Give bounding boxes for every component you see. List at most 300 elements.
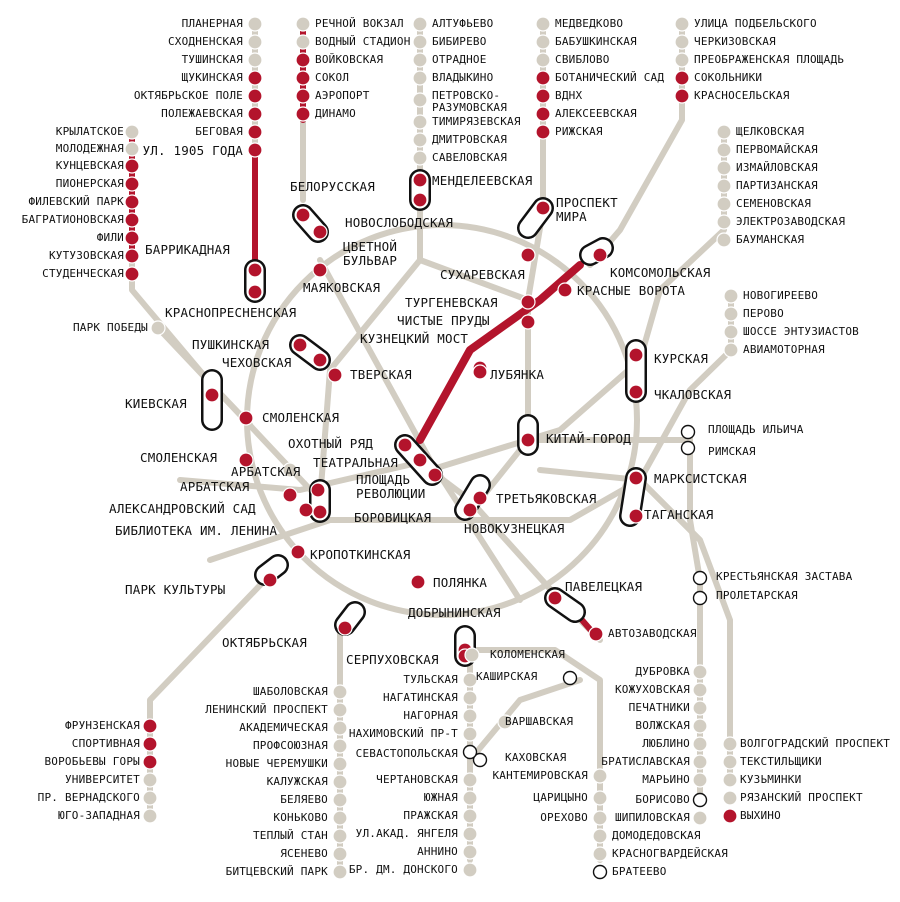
station-label-kashirskaya[interactable]: КАШИРСКАЯ — [476, 670, 538, 683]
station-label-izmaylovskaya[interactable]: ИЗМАЙЛОВСКАЯ — [736, 161, 818, 174]
station-label-volzhskaya[interactable]: ВОЛЖСКАЯ — [635, 719, 690, 732]
station-dot-avtozavodskaya[interactable] — [589, 627, 603, 641]
station-dot-novoslobodskaya[interactable] — [413, 193, 427, 207]
station-label-novoslobodskaya[interactable]: НОВОСЛОБОДСКАЯ — [345, 215, 454, 230]
station-dot-krasnye-vorota[interactable] — [558, 283, 572, 297]
station-label-novogireevo[interactable]: НОВОГИРЕЕВО — [743, 289, 819, 302]
station-label-cherkizovskaya[interactable]: ЧЕРКИЗОВСКАЯ — [694, 35, 776, 48]
station-dot-bratislavskaya[interactable] — [693, 755, 707, 769]
station-label-kropotkinskaya[interactable]: КРОПОТКИНСКАЯ — [310, 547, 411, 562]
station-dot-vladykino[interactable] — [413, 71, 427, 85]
station-dot-akademicheskaya[interactable] — [333, 721, 347, 735]
station-dot-babushkinskaya[interactable] — [536, 35, 550, 49]
station-dot-medvedkovo[interactable] — [536, 17, 550, 31]
station-dot-sportivnaya[interactable] — [143, 737, 157, 751]
station-dot-timiryazevskaya[interactable] — [413, 115, 427, 129]
station-dot-sokol[interactable] — [296, 71, 310, 85]
station-dot-otradnoe[interactable] — [413, 53, 427, 67]
station-dot-krasnoselskaya[interactable] — [675, 89, 689, 103]
station-label-konkovo[interactable]: КОНЬКОВО — [273, 811, 328, 824]
station-label-tsaritsyno[interactable]: ЦАРИЦЫНО — [533, 791, 588, 804]
station-label-smolenskaya-grey[interactable]: СМОЛЕНСКАЯ — [140, 450, 218, 465]
station-label-polyanka[interactable]: ПОЛЯНКА — [433, 575, 488, 590]
station-label-chistye-prudy[interactable]: ЧИСТЫЕ ПРУДЫ — [397, 313, 490, 328]
station-dot-sviblovo[interactable] — [536, 53, 550, 67]
station-dot-kuntsevskaya[interactable] — [125, 159, 139, 173]
station-label-ul-akad-yangelya[interactable]: УЛ.АКАД. ЯНГЕЛЯ — [355, 827, 458, 840]
station-label-borisovo[interactable]: БОРИСОВО — [635, 793, 690, 806]
station-label-domodedovskaya[interactable]: ДОМОДЕДОВСКАЯ — [612, 829, 701, 842]
station-dot-kropotkinskaya[interactable] — [291, 545, 305, 559]
station-label-shipilovskaya[interactable]: ШИПИЛОВСКАЯ — [614, 811, 690, 824]
station-dot-tulskaya[interactable] — [463, 673, 477, 687]
station-label-pechatniki[interactable]: ПЕЧАТНИКИ — [628, 701, 690, 714]
station-dot-rechnoy-vokzal[interactable] — [296, 17, 310, 31]
station-label-filevsky-park[interactable]: ФИЛЕВСКИЙ ПАРК — [28, 195, 124, 208]
station-label-marksistskaya[interactable]: МАРКСИСТСКАЯ — [654, 471, 747, 486]
station-dot-bibirevo[interactable] — [413, 35, 427, 49]
station-label-botanichesky-sad[interactable]: БОТАНИЧЕСКИЙ САД — [555, 71, 665, 84]
station-label-sokolniki[interactable]: СОКОЛЬНИКИ — [694, 71, 763, 84]
station-dot-nagornaya[interactable] — [463, 709, 477, 723]
station-label-barrikadnaya[interactable]: БАРРИКАДНАЯ — [145, 242, 230, 257]
station-label-kaluzhskaya[interactable]: КАЛУЖСКАЯ — [266, 775, 328, 788]
station-dot-kuzminki[interactable] — [723, 773, 737, 787]
station-dot-prazhskaya[interactable] — [463, 809, 477, 823]
station-label-park-kultury[interactable]: ПАРК КУЛЬТУРЫ — [125, 582, 226, 597]
station-dot-polyanka[interactable] — [411, 575, 425, 589]
station-label-yugo-zapadnaya[interactable]: ЮГО-ЗАПАДНАЯ — [58, 809, 140, 822]
station-label-volgogradsky[interactable]: ВОЛГОГРАДСКИЙ ПРОСПЕКТ — [740, 737, 891, 750]
station-label-komsomolskaya[interactable]: КОМСОМОЛЬСКАЯ — [610, 265, 711, 280]
station-dot-kolomenskaya[interactable] — [465, 648, 479, 662]
station-dot-dmitrovskaya[interactable] — [413, 133, 427, 147]
station-label-savelovskaya[interactable]: САВЕЛОВСКАЯ — [432, 151, 508, 164]
station-label-teply-stan[interactable]: ТЕПЛЫЙ СТАН — [252, 829, 328, 842]
station-label-shchelkovskaya[interactable]: ЩЕЛКОВСКАЯ — [736, 125, 805, 138]
station-dot-universitet[interactable] — [143, 773, 157, 787]
station-dot-yasenevo[interactable] — [333, 847, 347, 861]
station-label-profsoyuznaya[interactable]: ПРОФСОЮЗНАЯ — [252, 739, 328, 752]
station-dot-krasnogvardeyskaya[interactable] — [593, 847, 607, 861]
station-label-arbatskaya-red[interactable]: АРБАТСКАЯ — [180, 479, 250, 494]
station-label-rizhskaya[interactable]: РИЖСКАЯ — [555, 125, 603, 138]
station-label-universitet[interactable]: УНИВЕРСИТЕТ — [64, 773, 140, 786]
station-dot-bitsevsky-park[interactable] — [333, 865, 347, 879]
station-label-babushkinskaya[interactable]: БАБУШКИНСКАЯ — [555, 35, 637, 48]
station-label-borovitskaya[interactable]: БОРОВИЦКАЯ — [354, 510, 432, 525]
station-label-otradnoe[interactable]: ОТРАДНОЕ — [432, 53, 487, 66]
station-dot-ul-1905[interactable] — [248, 143, 262, 157]
station-dot-biblioteka-lenina[interactable] — [299, 503, 313, 517]
station-dot-kantemirovskaya[interactable] — [593, 769, 607, 783]
station-dot-chistye-prudy[interactable] — [521, 315, 535, 329]
station-label-pushkinskaya[interactable]: ПУШКИНСКАЯ — [192, 337, 270, 352]
station-dot-kutuzovskaya[interactable] — [125, 249, 139, 263]
station-dot-frunzenskaya[interactable] — [143, 719, 157, 733]
station-label-kurskaya[interactable]: КУРСКАЯ — [654, 351, 709, 366]
station-label-biblioteka-lenina[interactable]: БИБЛИОТЕКА ИМ. ЛЕНИНА — [115, 523, 278, 538]
station-label-dobryninskaya[interactable]: ДОБРЫНИНСКАЯ — [408, 605, 501, 620]
station-dot-shipilovskaya[interactable] — [693, 811, 707, 825]
station-label-kutuzovskaya[interactable]: КУТУЗОВСКАЯ — [48, 249, 124, 262]
station-dot-ploshchad-ilyicha[interactable] — [682, 426, 695, 439]
station-dot-krylatskoe[interactable] — [125, 125, 139, 139]
station-dot-vykhino[interactable] — [723, 809, 737, 823]
station-label-tushinskaya[interactable]: ТУШИНСКАЯ — [181, 53, 243, 66]
station-dot-belyaevo[interactable] — [333, 793, 347, 807]
station-dot-elektrozavodskaya[interactable] — [717, 215, 731, 229]
station-label-baumanskaya[interactable]: БАУМАНСКАЯ — [736, 233, 805, 246]
station-dot-park-kultury[interactable] — [263, 573, 277, 587]
station-dot-fili[interactable] — [125, 231, 139, 245]
station-dot-preobrazhenskaya[interactable] — [675, 53, 689, 67]
station-label-br-dm-donskogo[interactable]: БР. ДМ. ДОНСКОГО — [348, 863, 458, 876]
station-dot-shchukinskaya[interactable] — [248, 71, 262, 85]
station-label-sevastopolskaya[interactable]: СЕВАСТОПОЛЬСКАЯ — [355, 747, 458, 760]
station-label-kolomenskaya[interactable]: КОЛОМЕНСКАЯ — [490, 648, 566, 661]
station-dot-bratеevo[interactable] — [594, 866, 607, 879]
station-dot-ul-podbelskogo[interactable] — [675, 17, 689, 31]
station-dot-turgenevskaya[interactable] — [521, 295, 535, 309]
station-label-skhodnenskaya[interactable]: СХОДНЕНСКАЯ — [167, 35, 243, 48]
station-dot-tverskaya[interactable] — [328, 368, 342, 382]
station-label-mayakovskaya[interactable]: МАЯКОВСКАЯ — [303, 280, 381, 295]
station-label-elektrozavodskaya[interactable]: ЭЛЕКТРОЗАВОДСКАЯ — [736, 215, 846, 228]
station-dot-pushkinskaya[interactable] — [293, 338, 307, 352]
station-dot-chertanovskaya[interactable] — [463, 773, 477, 787]
station-dot-volgogradsky[interactable] — [723, 737, 737, 751]
station-dot-semenovskaya[interactable] — [717, 197, 731, 211]
station-label-polezhaevskaya[interactable]: ПОЛЕЖАЕВСКАЯ — [161, 107, 243, 120]
station-label-maryino[interactable]: МАРЬИНО — [642, 773, 690, 786]
station-dot-pr-vernadskogo[interactable] — [143, 791, 157, 805]
station-dot-nakhimovsky[interactable] — [463, 727, 477, 741]
station-dot-komsomolskaya[interactable] — [593, 248, 607, 262]
station-label-ryazansky[interactable]: РЯЗАНСКИЙ ПРОСПЕКТ — [740, 791, 863, 804]
station-label-shosse-entuziastov[interactable]: ШОССЕ ЭНТУЗИАСТОВ — [743, 325, 859, 338]
station-dot-dinamo[interactable] — [296, 107, 310, 121]
station-dot-yuzhnaya[interactable] — [463, 791, 477, 805]
station-label-pr-vernadskogo[interactable]: ПР. ВЕРНАДСКОГО — [37, 791, 140, 804]
station-dot-chkalovskaya[interactable] — [629, 385, 643, 399]
station-label-alekseevskaya[interactable]: АЛЕКСЕЕВСКАЯ — [555, 107, 637, 120]
station-dot-studencheskaya[interactable] — [125, 267, 139, 281]
station-label-smolenskaya-red[interactable]: СМОЛЕНСКАЯ — [262, 410, 340, 425]
station-dot-oktyabrskoe-pole[interactable] — [248, 89, 262, 103]
station-label-orekhovo[interactable]: ОРЕХОВО — [540, 811, 588, 824]
station-dot-pechatniki[interactable] — [693, 701, 707, 715]
station-label-partizanskaya[interactable]: ПАРТИЗАНСКАЯ — [736, 179, 818, 192]
station-label-voykovskaya[interactable]: ВОЙКОВСКАЯ — [315, 53, 384, 66]
station-label-oktyabrskoe-pole[interactable]: ОКТЯБРЬСКОЕ ПОЛЕ — [133, 89, 243, 102]
station-label-aleksandrovsky-sad[interactable]: АЛЕКСАНДРОВСКИЙ САД — [109, 501, 256, 516]
station-dot-lyublino[interactable] — [693, 737, 707, 751]
station-dot-borovitskaya[interactable] — [313, 505, 327, 519]
station-label-kievskaya[interactable]: КИЕВСКАЯ — [125, 396, 187, 411]
station-dot-paveletskaya[interactable] — [548, 591, 562, 605]
station-label-vladykino[interactable]: ВЛАДЫКИНО — [432, 71, 494, 84]
station-dot-skhodnenskaya[interactable] — [248, 35, 262, 49]
station-dot-sevastopolskaya[interactable] — [464, 746, 477, 759]
station-label-vykhino[interactable]: ВЫХИНО — [740, 809, 781, 822]
station-dot-konkovo[interactable] — [333, 811, 347, 825]
station-label-tverskaya[interactable]: ТВЕРСКАЯ — [350, 367, 412, 382]
station-label-krasnoselskaya[interactable]: КРАСНОСЕЛЬСКАЯ — [694, 89, 790, 102]
station-dot-kozhukhovskaya[interactable] — [693, 683, 707, 697]
station-label-altufyevo[interactable]: АЛТУФЬЕВО — [432, 17, 494, 30]
station-label-kozhukhovskaya[interactable]: КОЖУХОВСКАЯ — [614, 683, 690, 696]
station-label-sviblovo[interactable]: СВИБЛОВО — [555, 53, 610, 66]
station-dot-smolenskaya-red[interactable] — [239, 411, 253, 425]
station-dot-baumanskaya[interactable] — [717, 233, 731, 247]
station-label-bagrationovskaya[interactable]: БАГРАТИОНОВСКАЯ — [21, 213, 124, 226]
station-dot-kaluzhskaya[interactable] — [333, 775, 347, 789]
station-dot-dubrovka[interactable] — [693, 665, 707, 679]
station-dot-aviamotornaya[interactable] — [724, 343, 738, 357]
station-dot-aeroport[interactable] — [296, 89, 310, 103]
station-label-oktyabrskaya[interactable]: ОКТЯБРЬСКАЯ — [222, 635, 307, 650]
station-label-varshavskaya[interactable]: ВАРШАВСКАЯ — [505, 715, 574, 728]
station-dot-vdnkh[interactable] — [536, 89, 550, 103]
station-label-dmitrovskaya[interactable]: ДМИТРОВСКАЯ — [432, 133, 508, 146]
station-dot-shosse-entuziastov[interactable] — [724, 325, 738, 339]
station-dot-park-pobedy[interactable] — [151, 321, 165, 335]
station-label-shchukinskaya[interactable]: ЩУКИНСКАЯ — [181, 71, 243, 84]
station-dot-okhotny-ryad[interactable] — [398, 438, 412, 452]
station-label-chekhovskaya[interactable]: ЧЕХОВСКАЯ — [222, 355, 292, 370]
station-label-pervomayskaya[interactable]: ПЕРВОМАЙСКАЯ — [736, 143, 818, 156]
station-label-ploshchad-ilyicha[interactable]: ПЛОЩАДЬ ИЛЬИЧА — [708, 423, 804, 436]
station-label-sokol[interactable]: СОКОЛ — [315, 71, 350, 84]
station-label-molodezhnaya[interactable]: МОЛОДЕЖНАЯ — [55, 142, 124, 155]
station-dot-kievskaya[interactable] — [205, 388, 219, 402]
station-dot-vorobyovy-gory[interactable] — [143, 755, 157, 769]
station-label-preobrazhenskaya[interactable]: ПРЕОБРАЖЕНСКАЯ ПЛОЩАДЬ — [694, 53, 845, 66]
station-label-rimskaya[interactable]: РИМСКАЯ — [708, 445, 756, 458]
station-label-leninsky[interactable]: ЛЕНИНСКИЙ ПРОСПЕКТ — [205, 703, 328, 716]
station-label-lubyanka[interactable]: ЛУБЯНКА — [490, 367, 545, 382]
station-dot-aleksandrovsky-sad[interactable] — [311, 483, 325, 497]
station-label-arbatskaya-grey[interactable]: АРБАТСКАЯ — [231, 464, 301, 479]
station-dot-sukharevskaya[interactable] — [521, 248, 535, 262]
station-dot-sokolniki[interactable] — [675, 71, 689, 85]
station-dot-chekhovskaya[interactable] — [313, 353, 327, 367]
station-dot-planernaya[interactable] — [248, 17, 262, 31]
station-dot-krasnopresnenskaya[interactable] — [248, 285, 262, 299]
station-label-tretyakovskaya[interactable]: ТРЕТЬЯКОВСКАЯ — [496, 491, 597, 506]
station-label-belorusskaya[interactable]: БЕЛОРУССКАЯ — [290, 179, 375, 194]
station-dot-mayakovskaya[interactable] — [313, 225, 327, 239]
station-dot-arbatskaya-red[interactable] — [283, 488, 297, 502]
station-label-serpukhovskaya[interactable]: СЕРПУХОВСКАЯ — [346, 652, 439, 667]
station-label-dinamo[interactable]: ДИНАМО — [315, 107, 356, 120]
station-label-nakhimovsky[interactable]: НАХИМОВСКИЙ ПР-Т — [348, 727, 458, 740]
station-dot-taganskaya[interactable] — [629, 509, 643, 523]
station-label-prospekt-mira[interactable]: ПРОСПЕКТ МИРА — [556, 195, 618, 224]
station-dot-botanichesky-sad[interactable] — [536, 71, 550, 85]
station-label-pionerskaya[interactable]: ПИОНЕРСКАЯ — [55, 177, 124, 190]
station-dot-filevsky-park[interactable] — [125, 195, 139, 209]
station-label-aviamotornaya[interactable]: АВИАМОТОРНАЯ — [743, 343, 825, 356]
station-dot-polezhaevskaya[interactable] — [248, 107, 262, 121]
station-label-sportivnaya[interactable]: СПОРТИВНАЯ — [71, 737, 140, 750]
station-label-kantemirovskaya[interactable]: КАНТЕМИРОВСКАЯ — [492, 769, 588, 782]
station-dot-alekseevskaya[interactable] — [536, 107, 550, 121]
station-dot-br-dm-donskogo[interactable] — [463, 863, 477, 877]
station-label-tulskaya[interactable]: ТУЛЬСКАЯ — [403, 673, 458, 686]
station-dot-oktyabrskaya[interactable] — [338, 621, 352, 635]
station-label-tekstilshchiki[interactable]: ТЕКСТИЛЬЩИКИ — [740, 755, 822, 768]
station-dot-perovo[interactable] — [724, 307, 738, 321]
station-dot-petrovsko-razumovskaya[interactable] — [413, 93, 427, 107]
station-label-taganskaya[interactable]: ТАГАНСКАЯ — [644, 507, 714, 522]
station-label-krestyanskaya-zastava[interactable]: КРЕСТЬЯНСКАЯ ЗАСТАВА — [716, 570, 853, 583]
station-label-fili[interactable]: ФИЛИ — [96, 231, 124, 244]
station-dot-vodny-stadion[interactable] — [296, 35, 310, 49]
station-label-semenovskaya[interactable]: СЕМЕНОВСКАЯ — [736, 197, 812, 210]
station-dot-rizhskaya[interactable] — [536, 125, 550, 139]
station-dot-novye-cheremushki[interactable] — [333, 757, 347, 771]
station-dot-begovaya[interactable] — [248, 125, 262, 139]
station-label-bitsevsky-park[interactable]: БИТЦЕВСКИЙ ПАРК — [225, 865, 328, 878]
station-label-timiryazevskaya[interactable]: ТИМИРЯЗЕВСКАЯ — [432, 115, 521, 128]
station-label-ploshchad-revolyutsii[interactable]: ПЛОЩАДЬ РЕВОЛЮЦИИ — [356, 472, 426, 501]
station-dot-annino[interactable] — [463, 845, 477, 859]
station-label-kakhovskaya[interactable]: КАХОВСКАЯ — [505, 751, 567, 764]
station-dot-novogireevo[interactable] — [724, 289, 738, 303]
station-label-park-pobedy[interactable]: ПАРК ПОБЕДЫ — [72, 321, 148, 334]
station-dot-pervomayskaya[interactable] — [717, 143, 731, 157]
station-label-krylatskoe[interactable]: КРЫЛАТСКОЕ — [55, 125, 124, 138]
station-dot-molodezhnaya[interactable] — [125, 142, 139, 156]
station-dot-proletarskaya[interactable] — [694, 592, 707, 605]
station-label-dubrovka[interactable]: ДУБРОВКА — [635, 665, 690, 678]
station-label-okhotny-ryad[interactable]: ОХОТНЫЙ РЯД — [288, 436, 373, 451]
station-label-turgenevskaya[interactable]: ТУРГЕНЕВСКАЯ — [405, 295, 498, 310]
station-dot-belorusskaya[interactable] — [296, 208, 310, 222]
station-label-shabolovskaya[interactable]: ШАБОЛОВСКАЯ — [252, 685, 328, 698]
station-label-yuzhnaya[interactable]: ЮЖНАЯ — [423, 791, 458, 804]
station-label-akademicheskaya[interactable]: АКАДЕМИЧЕСКАЯ — [239, 721, 328, 734]
station-dot-tsaritsyno[interactable] — [593, 791, 607, 805]
station-label-medvedkovo[interactable]: МЕДВЕДКОВО — [555, 17, 624, 30]
station-label-kuznetsky-most[interactable]: КУЗНЕЦКИЙ МОСТ — [360, 331, 469, 346]
station-label-rechnoy-vokzal[interactable]: РЕЧНОЙ ВОКЗАЛ — [315, 17, 404, 30]
station-dot-shchelkovskaya[interactable] — [717, 125, 731, 139]
station-dot-domodedovskaya[interactable] — [593, 829, 607, 843]
station-label-paveletskaya[interactable]: ПАВЕЛЕЦКАЯ — [565, 579, 643, 594]
station-dot-tretyakovskaya[interactable] — [473, 491, 487, 505]
station-dot-kurskaya[interactable] — [629, 348, 643, 362]
station-dot-partizanskaya[interactable] — [717, 179, 731, 193]
station-dot-tsvetnoy-bulvar[interactable] — [313, 263, 327, 277]
station-label-vodny-stadion[interactable]: ВОДНЫЙ СТАДИОН — [315, 35, 411, 48]
station-dot-pionerskaya[interactable] — [125, 177, 139, 191]
station-label-novye-cheremushki[interactable]: НОВЫЕ ЧЕРЕМУШКИ — [225, 757, 328, 770]
station-label-begovaya[interactable]: БЕГОВАЯ — [195, 125, 243, 138]
station-label-proletarskaya[interactable]: ПРОЛЕТАРСКАЯ — [716, 589, 798, 602]
station-label-ul-podbelskogo[interactable]: УЛИЦА ПОДБЕЛЬСКОГО — [694, 17, 817, 30]
station-label-sukharevskaya[interactable]: СУХАРЕВСКАЯ — [440, 267, 525, 282]
station-dot-barrikadnaya[interactable] — [248, 263, 262, 277]
station-dot-voykovskaya[interactable] — [296, 53, 310, 67]
station-dot-ul-akad-yangelya[interactable] — [463, 827, 477, 841]
station-dot-tushinskaya[interactable] — [248, 53, 262, 67]
station-dot-ryazansky[interactable] — [723, 791, 737, 805]
station-dot-novokuznetskaya[interactable] — [463, 503, 477, 517]
station-label-vdnkh[interactable]: ВДНХ — [555, 89, 583, 102]
station-label-frunzenskaya[interactable]: ФРУНЗЕНСКАЯ — [64, 719, 140, 732]
station-dot-bagrationovskaya[interactable] — [125, 213, 139, 227]
station-label-planernaya[interactable]: ПЛАНЕРНАЯ — [181, 17, 243, 30]
station-dot-teply-stan[interactable] — [333, 829, 347, 843]
station-dot-lubyanka[interactable] — [473, 365, 487, 379]
station-label-vorobyovy-gory[interactable]: ВОРОБЬЕВЫ ГОРЫ — [44, 755, 140, 768]
station-dot-yugo-zapadnaya[interactable] — [143, 809, 157, 823]
station-dot-tekstilshchiki[interactable] — [723, 755, 737, 769]
station-label-nagornaya[interactable]: НАГОРНАЯ — [403, 709, 458, 722]
station-dot-profsoyuznaya[interactable] — [333, 739, 347, 753]
station-dot-maryino[interactable] — [693, 773, 707, 787]
station-label-bratislavskaya[interactable]: БРАТИСЛАВСКАЯ — [601, 755, 690, 768]
station-label-avtozavodskaya[interactable]: АВТОЗАВОДСКАЯ — [608, 627, 697, 640]
station-dot-borisovo[interactable] — [694, 794, 707, 807]
station-label-chkalovskaya[interactable]: ЧКАЛОВСКАЯ — [654, 387, 732, 402]
station-label-chertanovskaya[interactable]: ЧЕРТАНОВСКАЯ — [376, 773, 458, 786]
station-dot-rimskaya[interactable] — [682, 442, 695, 455]
station-label-kuzminki[interactable]: КУЗЬМИНКИ — [740, 773, 802, 786]
station-label-mendeleevskaya[interactable]: МЕНДЕЛЕЕВСКАЯ — [432, 173, 533, 188]
station-label-perovo[interactable]: ПЕРОВО — [743, 307, 784, 320]
station-label-aeroport[interactable]: АЭРОПОРТ — [315, 89, 370, 102]
station-label-belyaevo[interactable]: БЕЛЯЕВО — [280, 793, 328, 806]
station-label-prazhskaya[interactable]: ПРАЖСКАЯ — [403, 809, 458, 822]
station-label-petrovsko-razumovskaya[interactable]: ПЕТРОВСКО- РАЗУМОВСКАЯ — [432, 89, 508, 114]
station-dot-teatralnaya[interactable] — [413, 453, 427, 467]
station-label-nagatinskaya[interactable]: НАГАТИНСКАЯ — [382, 691, 458, 704]
station-label-bibirevo[interactable]: БИБИРЕВО — [432, 35, 487, 48]
station-label-lyublino[interactable]: ЛЮБЛИНО — [642, 737, 690, 750]
station-label-bratеevo[interactable]: БРАТЕЕВО — [612, 865, 667, 878]
station-dot-volzhskaya[interactable] — [693, 719, 707, 733]
station-dot-nagatinskaya[interactable] — [463, 691, 477, 705]
station-dot-kitay-gorod[interactable] — [521, 433, 535, 447]
station-dot-mendeleevskaya[interactable] — [413, 173, 427, 187]
station-label-novokuznetskaya[interactable]: НОВОКУЗНЕЦКАЯ — [464, 521, 565, 536]
station-dot-prospekt-mira[interactable] — [536, 201, 550, 215]
station-dot-savelovskaya[interactable] — [413, 151, 427, 165]
station-label-krasnopresnenskaya[interactable]: КРАСНОПРЕСНЕНСКАЯ — [165, 305, 297, 320]
station-dot-ploshchad-revolyutsii[interactable] — [428, 468, 442, 482]
station-dot-krestyanskaya-zastava[interactable] — [694, 572, 707, 585]
station-dot-izmaylovskaya[interactable] — [717, 161, 731, 175]
station-label-annino[interactable]: АННИНО — [417, 845, 458, 858]
station-dot-cherkizovskaya[interactable] — [675, 35, 689, 49]
station-label-teatralnaya[interactable]: ТЕАТРАЛЬНАЯ — [313, 455, 398, 470]
station-label-kitay-gorod[interactable]: КИТАЙ-ГОРОД — [546, 431, 631, 446]
station-label-yasenevo[interactable]: ЯСЕНЕВО — [280, 847, 328, 860]
station-dot-altufyevo[interactable] — [413, 17, 427, 31]
station-dot-leninsky[interactable] — [333, 703, 347, 717]
station-label-krasnogvardeyskaya[interactable]: КРАСНОГВАРДЕЙСКАЯ — [612, 847, 728, 860]
station-dot-orekhovo[interactable] — [593, 811, 607, 825]
station-label-kuntsevskaya[interactable]: КУНЦЕВСКАЯ — [55, 159, 124, 172]
station-label-ul-1905[interactable]: УЛ. 1905 ГОДА — [142, 143, 243, 158]
station-dot-shabolovskaya[interactable] — [333, 685, 347, 699]
station-dot-marksistskaya[interactable] — [629, 471, 643, 485]
station-label-studencheskaya[interactable]: СТУДЕНЧЕСКАЯ — [42, 267, 124, 280]
